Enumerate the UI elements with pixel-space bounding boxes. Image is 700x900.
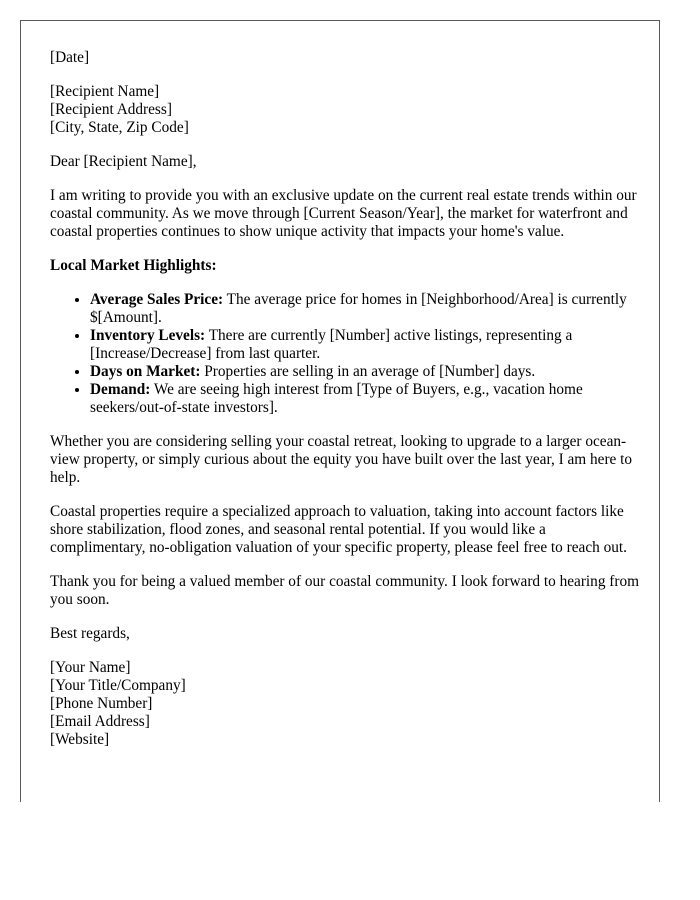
highlight-label: Inventory Levels: — [90, 327, 206, 344]
highlight-label: Average Sales Price: — [90, 291, 224, 308]
list-item — [90, 291, 640, 327]
recipient-block — [50, 83, 640, 137]
salutation: Dear [Recipient Name], — [50, 153, 197, 170]
recipient-name: [Recipient Name] — [50, 83, 160, 100]
signature-block — [50, 659, 640, 749]
paragraph-valuation: Coastal properties require a specialized approach to valuation, taking into account factors like shore stabilization, flood zones, and seasonal rental potential. If you would like a complimentary, no-obligation valuation of your specific property, please feel free to reach out. — [50, 503, 627, 556]
list-item — [90, 327, 640, 363]
highlight-text: We are seeing high interest from [Type of Buyers, e.g., vacation home seekers/out-of-state investors]. — [90, 381, 583, 416]
paragraph-considering: Whether you are considering selling your coastal retreat, looking to upgrade to a larger ocean-view property, or simply curious about the equity you have built over the last year, I am here to help. — [50, 433, 633, 486]
highlights-list — [50, 291, 640, 417]
letter-page — [20, 20, 660, 802]
signature-title-company: [Your Title/Company] — [50, 677, 186, 694]
highlight-text: Properties are selling in an average of [Number] days. — [200, 363, 536, 380]
signature-website: [Website] — [50, 731, 110, 748]
highlight-text: The average price for homes in [Neighborhood/Area] is currently $[Amount]. — [90, 291, 627, 326]
highlight-text: There are currently [Number] active listings, representing a [Increase/Decrease] from last quarter. — [90, 327, 573, 362]
letter-date: [Date] — [50, 49, 90, 66]
highlights-heading: Local Market Highlights: — [50, 257, 217, 274]
intro-paragraph: I am writing to provide you with an exclusive update on the current real estate trends within our coastal community. As we move through [Current Season/Year], the market for waterfront and coastal properties continues to show unique activity that impacts your home's value. — [50, 187, 637, 240]
list-item — [90, 381, 640, 417]
closing: Best regards, — [50, 625, 130, 642]
list-item — [90, 363, 640, 381]
highlight-label: Days on Market: — [90, 363, 201, 380]
recipient-address: [Recipient Address] — [50, 101, 172, 118]
signature-email: [Email Address] — [50, 713, 150, 730]
signature-name: [Your Name] — [50, 659, 131, 676]
letter-body — [50, 49, 640, 765]
paragraph-thanks: Thank you for being a valued member of our coastal community. I look forward to hearing from you soon. — [50, 573, 640, 608]
highlight-label: Demand: — [90, 381, 151, 398]
signature-phone: [Phone Number] — [50, 695, 153, 712]
recipient-city-state-zip: [City, State, Zip Code] — [50, 119, 189, 136]
